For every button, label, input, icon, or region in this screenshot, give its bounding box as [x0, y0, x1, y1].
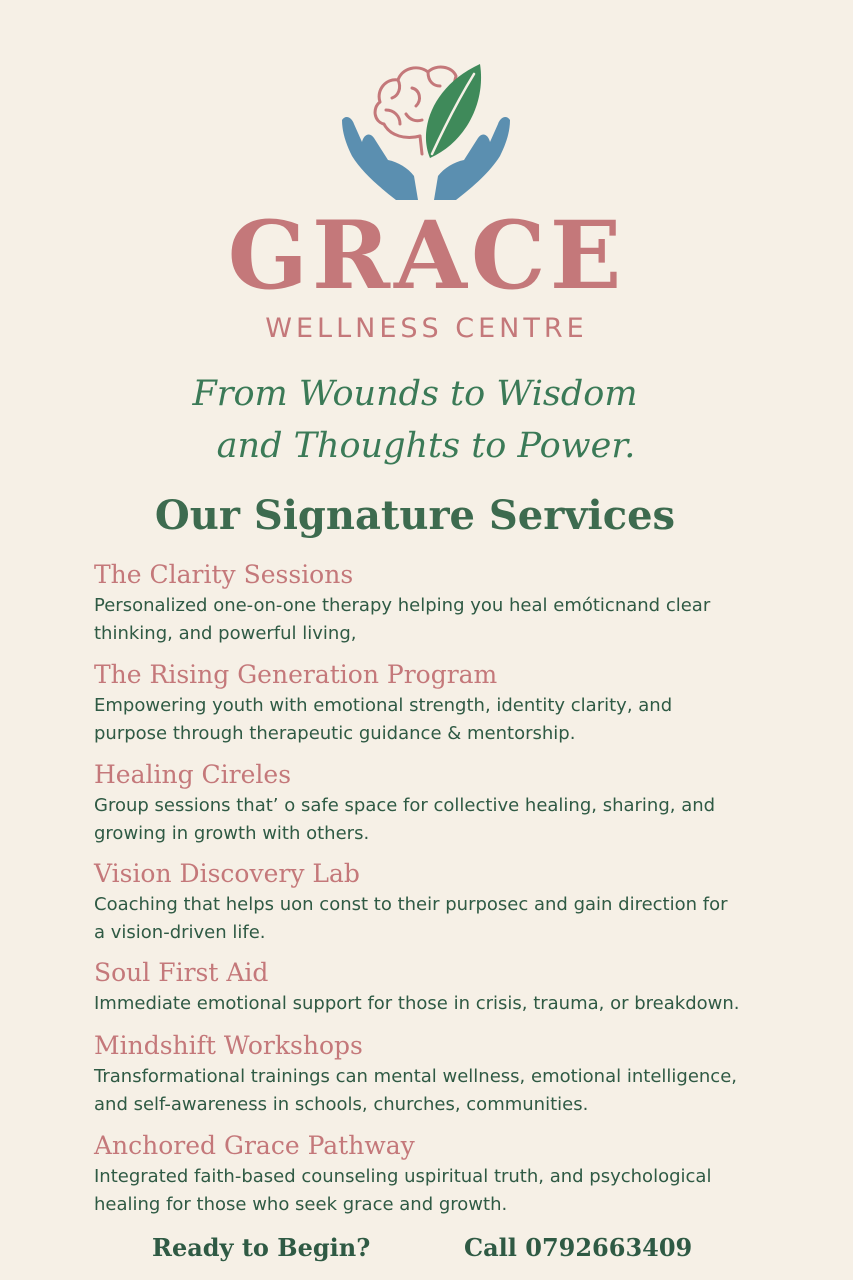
brand-subtitle: WELLNESS CENTRE — [265, 313, 588, 344]
service-description-line: Group sessions that’ o safe space for collective healing, sharing, and — [94, 795, 716, 816]
service-description — [94, 592, 834, 648]
service-title: Anchored Grace Pathway — [94, 1131, 415, 1160]
tagline-line-2: and Thoughts to Power. — [216, 426, 636, 466]
service-description-line: and self-awareness in schools, churches, communities. — [94, 1094, 589, 1115]
service-description-line: Integrated faith-based counseling uspiritual truth, and psychological — [94, 1166, 712, 1187]
service-item — [94, 758, 834, 848]
service-item — [94, 658, 834, 748]
service-description — [94, 692, 834, 748]
brain-leaf-hands-icon — [336, 44, 516, 204]
service-description — [94, 1063, 834, 1119]
service-description-line: Transformational trainings can mental wellness, emotional intelligence, — [94, 1066, 737, 1087]
logo — [336, 44, 516, 204]
service-description-line: Personalized one-on-one therapy helping you heal emóticnand clear — [94, 595, 711, 616]
service-description — [94, 792, 834, 848]
service-item — [94, 1029, 834, 1119]
service-title: Mindshift Workshops — [94, 1031, 363, 1060]
service-description — [94, 1163, 834, 1219]
service-description-line: growing in growth with others. — [94, 823, 370, 844]
service-description-line: Coaching that helps uon const to their purposec and gain direction for — [94, 894, 728, 915]
service-item — [94, 558, 834, 648]
service-description-line: healing for those who seek grace and growth. — [94, 1194, 508, 1215]
service-description — [94, 891, 834, 947]
service-item — [94, 857, 834, 947]
brand-name: GRACE — [227, 201, 626, 311]
service-description-line: Empowering youth with emotional strength, identity clarity, and — [94, 695, 673, 716]
service-description-line: a vision-driven life. — [94, 922, 266, 943]
left-hand-icon — [342, 117, 418, 200]
tagline-line-1: From Wounds to Wisdom — [192, 374, 638, 414]
service-title: Soul First Aid — [94, 958, 269, 987]
service-description-line: purpose through therapeutic guidance & mentorship. — [94, 723, 576, 744]
section-title: Our Signature Services — [154, 492, 676, 539]
service-description-line: Immediate emotional support for those in crisis, trauma, or breakdown. — [94, 993, 740, 1014]
service-item — [94, 956, 834, 1018]
leaf-icon — [426, 64, 481, 158]
service-description-line: thinking, and powerful living, — [94, 623, 357, 644]
cta-text: Ready to Begin? — [152, 1233, 371, 1262]
service-item — [94, 1129, 834, 1219]
service-description — [94, 990, 834, 1018]
phone-number[interactable]: Call 0792663409 — [464, 1233, 693, 1262]
service-title: The Clarity Sessions — [94, 560, 354, 589]
service-title: Healing Cireles — [94, 760, 292, 789]
service-title: Vision Discovery Lab — [94, 859, 360, 888]
service-title: The Rising Generation Program — [94, 660, 498, 689]
tagline — [0, 368, 830, 472]
